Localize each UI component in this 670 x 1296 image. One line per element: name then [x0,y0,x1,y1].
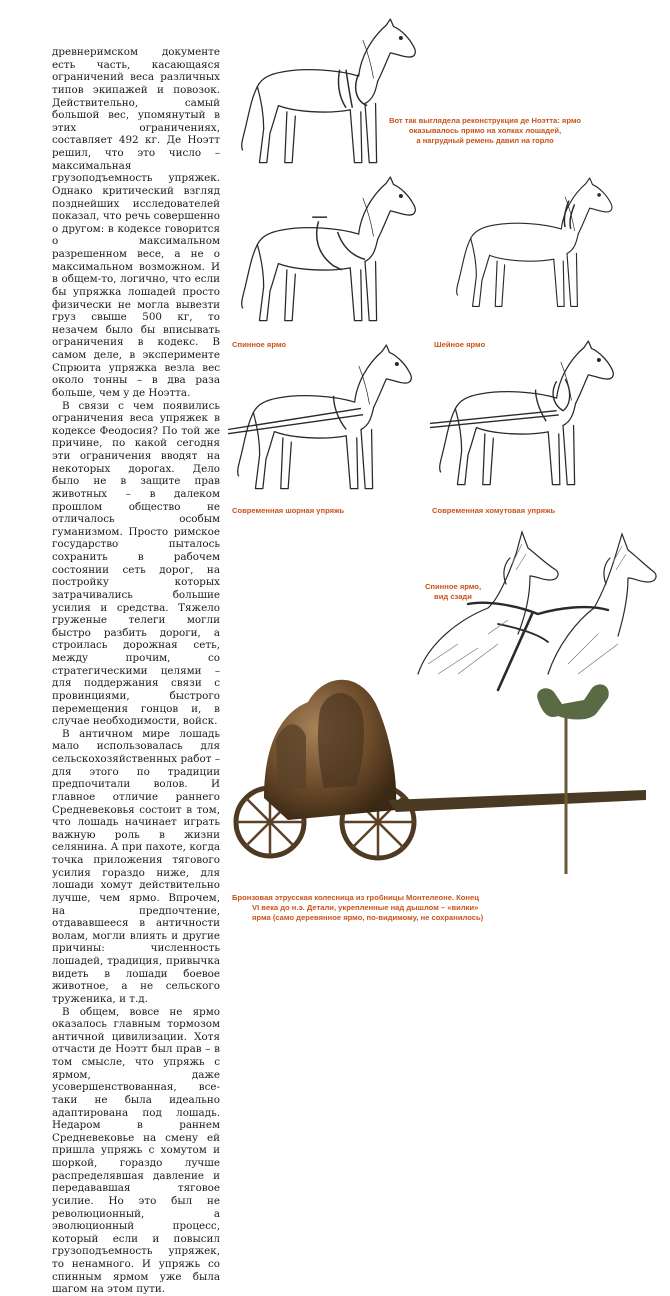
caption-breast-harness: Современная шорная упряжь [232,506,345,515]
caption-spinal-yoke: Спинное ярмо [232,340,287,349]
horse-reconstruction-illustration [232,14,422,174]
caption-line: а нагрудный ремень давил на горло [416,136,554,145]
paragraph-4: В общем, вовсе не ярмо оказалось главным тормозом античной цивилизации. Хотя отчасти де Ноэтт был прав – в том смысле, что упряжь с ярмом, даже усовершенствованная, все-таки не была идеально адаптирована под лошадь. Недаром в раннем Средневековье на смену ей пришла упряжь с хомутом и шоркой, гораздо лучше распределявшая давление и передававшая тяговое усилие. Но это был не революционный, а эволюционный процесс, который если и повысил грузоподъемность упряжек, то ненамного. И упряжь со спинным ярмом уже была шагом на этом пути. [52,1005,220,1296]
article-text-column [52,46,220,1296]
caption-spinal-rear [418,582,488,602]
horse-spinal-yoke-illustration [232,172,422,332]
caption-line: ярма (само деревянное ярмо, по-видимому, не сохранилось) [252,913,484,922]
caption-line: Бронзовая этрусская колесница из гробницы Монтелеоне. Конец [232,893,479,902]
paragraph-3: В античном мире лошадь мало использовалась для сельскохозяйственных работ – для этого по традиции предпочитали волов. И главное отличие раннего Средневековья состоит в том, что лошадь начинает играть важную роль в жизни селянина. А при пахоте, когда точка приложения тягового усилия гораздо ниже, для лошади хомут действительно лучше, чем ярмо. Впрочем, на предпочтение, отдававшееся в античности волам, могли влиять и другие причины: численность лошадей, традиция, привычка видеть в лошади боевое животное, а не сельского труженика, и т.д. [52,727,220,1005]
caption-collar-harness: Современная хомутовая упряжь [432,506,556,515]
horse-collar-harness-illustration [430,336,620,496]
horse-breast-harness-illustration [228,340,418,500]
caption-line: VI века до н.э. Детали, укрепленные над дышлом – «вилки» [252,903,479,912]
caption-reconstruction [380,116,590,146]
caption-line: оказывалось прямо на холках лошадей, [408,126,562,135]
caption-neck-yoke: Шейное ярмо [434,340,486,349]
paragraph-2: В связи с чем появились ограничения веса упряжек в кодексе Феодосия? По той же причине, по какой сегодня эти ограничения вводят на некоторых дорогах. Дело было не в защите прав животных – в далеком прошлом общество не отличалось особым гуманизмом. Просто римское государство пыталось сохранить в рабочем состоянии сеть дорог, на постройку которых затрачивались большие усилия и средства. Тяжело груженые телеги могли быстро разбить дороги, а строилась дорожная сеть, между прочим, со стратегическими целями – для поддержания связи с провинциями, быстрого перемещения гонцов и, в случае необходимости, войск. [52,399,220,728]
etruscan-chariot-photo [228,650,658,890]
caption-line: Спинное ярмо, [424,582,482,591]
caption-chariot [232,893,483,923]
caption-line: вид сзади [434,592,472,601]
caption-line: Вот так выглядела реконструкция де Ноэтта: ярмо [388,116,582,125]
horse-neck-yoke-illustration [448,170,618,320]
paragraph-1: древнеримском документе есть часть, касающаяся ограничений веса различных типов экипажей и повозок. Действительно, самый большой вес, упомянутый в этих ограничениях, составляет 492 кг. Де Ноэтт решил, что это число – максимальная грузоподъемность упряжек. Однако критический взгляд позднейших исследователей показал, что речь совершенно о другом: в кодексе говорится о максимальном разрешенном весе, а не о максимальном возможном. И в общем-то, логично, что если бы упряжка лошадей просто физически не могла вывезти груз свыше 500 кг, то незачем было бы вписывать ограничения в кодекс. В самом деле, в эксперименте Спрюита упряжка везла вес около тонны – в два раза больше, чем у де Ноэтта. [52,46,220,399]
